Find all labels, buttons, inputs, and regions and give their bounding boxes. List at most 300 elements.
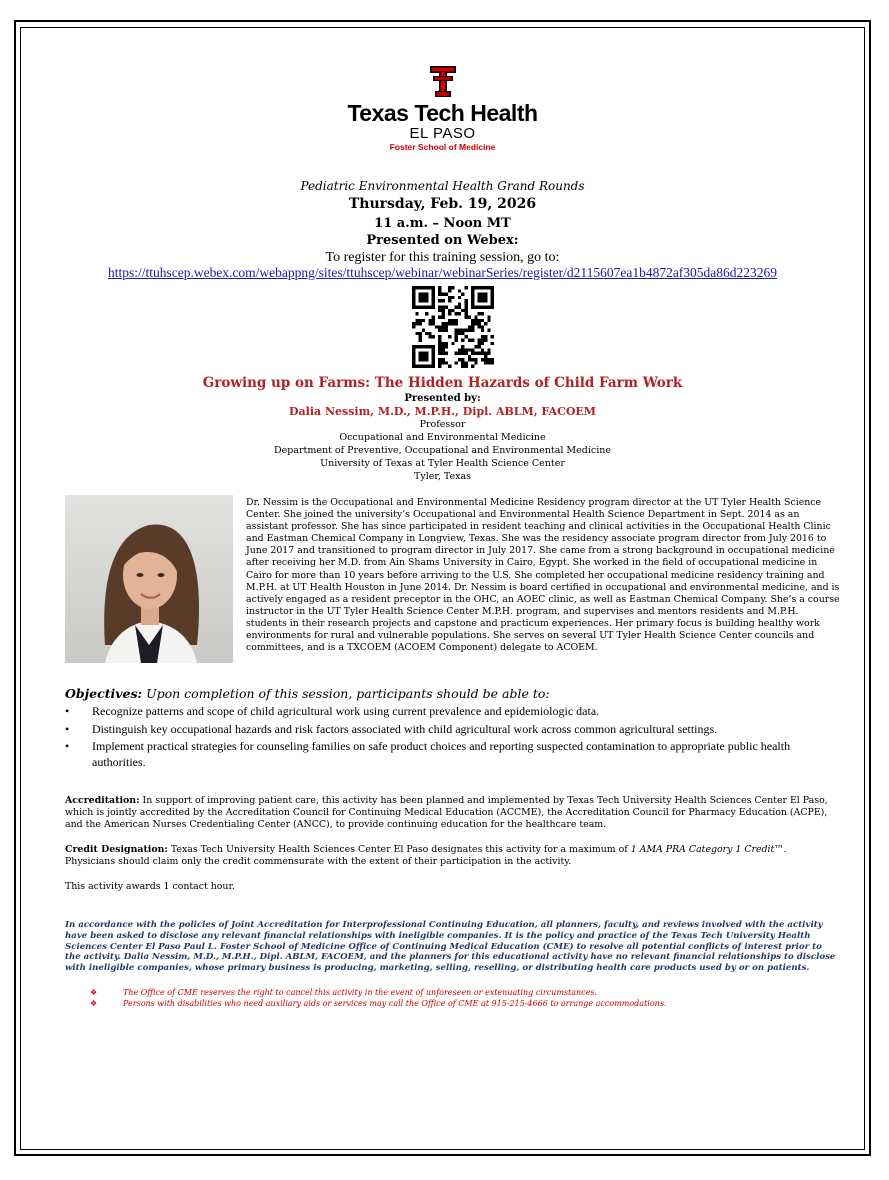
qr-module [412, 293, 415, 296]
qr-module [491, 302, 494, 305]
qr-module [422, 296, 425, 299]
qr-module [419, 319, 422, 322]
qr-module [461, 309, 464, 312]
qr-module [451, 322, 454, 325]
qr-module [461, 365, 464, 368]
qr-module [478, 322, 481, 325]
qr-module [438, 358, 441, 361]
qr-module [438, 352, 441, 355]
objectives-label: Objectives: [65, 686, 143, 701]
qr-module [415, 312, 418, 315]
qr-module [432, 299, 435, 302]
qr-module [484, 306, 487, 309]
qr-module [422, 329, 425, 332]
qr-module [478, 342, 481, 345]
qr-module [445, 352, 448, 355]
qr-module [448, 365, 451, 368]
objectives-heading [65, 686, 550, 701]
qr-module [415, 319, 418, 322]
qr-module [432, 322, 435, 325]
qr-module [458, 329, 461, 332]
qr-module [491, 299, 494, 302]
qr-module [428, 335, 431, 338]
qr-module [478, 286, 481, 289]
qr-module [422, 355, 425, 358]
qr-module [438, 316, 441, 319]
qr-module [425, 365, 428, 368]
qr-module [461, 361, 464, 364]
qr-module [455, 312, 458, 315]
affiliation-line: University of Texas at Tyler Health Science Center [320, 458, 565, 469]
qr-module [432, 319, 435, 322]
qr-module [419, 322, 422, 325]
objectives-intro: Upon completion of this session, participants should be able to: [146, 686, 550, 701]
double-t-logo-icon [430, 66, 456, 98]
qr-module [412, 348, 415, 351]
qr-module [468, 338, 471, 341]
qr-module [478, 345, 481, 348]
qr-module [468, 329, 471, 332]
qr-module [442, 352, 445, 355]
presented-by-label: Presented by: [404, 393, 481, 404]
qr-module [432, 335, 435, 338]
qr-module [464, 286, 467, 289]
qr-module [442, 345, 445, 348]
qr-module [448, 299, 451, 302]
qr-module [461, 293, 464, 296]
qr-module [471, 296, 474, 299]
qr-module [432, 358, 435, 361]
qr-module [481, 329, 484, 332]
qr-module [422, 358, 425, 361]
qr-module [425, 296, 428, 299]
qr-module [415, 286, 418, 289]
qr-module [419, 306, 422, 309]
qr-module [445, 325, 448, 328]
affiliation-line: Tyler, Texas [413, 471, 472, 482]
accreditation-statement [65, 795, 835, 832]
qr-module [468, 348, 471, 351]
qr-module [455, 335, 458, 338]
qr-module [438, 361, 441, 364]
qr-module [487, 316, 490, 319]
qr-module [464, 335, 467, 338]
qr-module [481, 293, 484, 296]
qr-module [471, 286, 474, 289]
qr-module [484, 352, 487, 355]
qr-module [468, 358, 471, 361]
affiliation-line: Occupational and Environmental Medicine [339, 432, 546, 443]
qr-module [471, 322, 474, 325]
qr-module [471, 352, 474, 355]
qr-module [412, 365, 415, 368]
qr-module [464, 309, 467, 312]
qr-module [491, 296, 494, 299]
qr-module [464, 302, 467, 305]
qr-module [442, 306, 445, 309]
qr-module [471, 306, 474, 309]
registration-link[interactable]: https://ttuhscep.webex.com/webappng/sites/ttuhscep/webinar/webinarSeries/register/d2115607ea1b4872af305da86d223269 [107, 265, 778, 280]
qr-module [448, 309, 451, 312]
qr-module [438, 309, 441, 312]
qr-module [425, 355, 428, 358]
speaker-bio: Dr. Nessim is the Occupational and Environmental Medicine Residency program director at the UT Tyler Health Science Center. She joined the university’s Occupational and Environmental Health Science Department in Sept. 2014 as an assistant professor. She has since participated in resident teaching and clinical activities in the Occupational Health Clinic and Eastman Chemical Company in Longview, Texas. She was the residency associate program director from July 2016 to June 2017 and transitioned to program director in July 2017. She came from a strong background in occupational medicine after receiving her M.D. from Ain Shams University in Cairo, Egypt. She worked in the field of occupational medicine in Cairo for more than 10 years before arriving to the U.S. She completed her occupational medicine residency training and M.P.H. at UT Health Houston in June 2014. Dr. Nessim is board certified in occupational and environmental medicine, and is actively engaged as a resident preceptor in the OHC, an AOEC clinic, as well as Eastman Chemical Company. She’s a course instructor in the UT Tyler Health Science Center M.P.H. program, and supervises and mentors residents and M.P.H. students in their research projects and capstone and practicum experiences. Her primary focus is building healthy work environments for rural and vulnerable populations. She serves on several UT Tyler Health Science Center councils and committees, and is a TXCOEM (ACOEM Component) delegate to ACOEM. [246, 497, 840, 654]
qr-module [481, 312, 484, 315]
register-text: To register for this training session, go to: [325, 250, 560, 265]
qr-module [478, 338, 481, 341]
qr-module [455, 306, 458, 309]
qr-module [468, 355, 471, 358]
qr-module [481, 296, 484, 299]
qr-module [484, 338, 487, 341]
speaker-name: Dalia Nessim, M.D., M.P.H., Dipl. ABLM, FACOEM [289, 405, 596, 418]
qr-module [458, 358, 461, 361]
disclosure-statement: In accordance with the policies of Joint Accreditation for Interprofessional Continuing Education, all planners, faculty, and reviews involved with the activity have been asked to disclose any relevant financial relationships with ineligible companies. It is the policy and practice of the Texas Tech University Health Sciences Center El Paso Paul L. Foster School of Medicine Office of Continuing Medical Education (CME) to resolve all potential conflicts of interest prior to the activity. Dalia Nessim, M.D., M.P.H., Dipl. ABLM, FACOEM, and the planners for this educational activity have no relevant financial relationships to disclose with ineligible companies, whose primary business is producing, marketing, selling, reselling, or distributing health care products used by or on patients. [65, 920, 836, 974]
qr-module [491, 289, 494, 292]
qr-module [481, 325, 484, 328]
qr-module [481, 335, 484, 338]
qr-module [438, 342, 441, 345]
qr-module [487, 286, 490, 289]
qr-module [464, 352, 467, 355]
qr-module [471, 325, 474, 328]
qr-module [474, 322, 477, 325]
qr-module [455, 361, 458, 364]
qr-module [455, 329, 458, 332]
qr-module [474, 319, 477, 322]
qr-module [425, 299, 428, 302]
qr-module [415, 322, 418, 325]
qr-module [422, 293, 425, 296]
accreditation-label: Accreditation: [65, 795, 140, 806]
qr-module [471, 289, 474, 292]
qr-module [412, 361, 415, 364]
qr-module [432, 345, 435, 348]
qr-module [464, 365, 467, 368]
qr-module [451, 319, 454, 322]
qr-module [419, 355, 422, 358]
qr-module [461, 345, 464, 348]
qr-module [484, 286, 487, 289]
qr-module [438, 286, 441, 289]
qr-module [422, 286, 425, 289]
qr-module [438, 345, 441, 348]
qr-module [428, 365, 431, 368]
objectives-list [65, 704, 835, 772]
qr-module [425, 358, 428, 361]
qr-module [438, 299, 441, 302]
event-platform: Presented on Webex: [366, 233, 519, 248]
qr-module [422, 306, 425, 309]
qr-module [412, 306, 415, 309]
qr-module [484, 358, 487, 361]
qr-module [445, 361, 448, 364]
qr-module [471, 302, 474, 305]
qr-module [438, 365, 441, 368]
qr-module [448, 312, 451, 315]
qr-module [425, 332, 428, 335]
qr-module [471, 293, 474, 296]
qr-module [428, 345, 431, 348]
qr-module [432, 348, 435, 351]
credit-text-before: Texas Tech University Health Sciences Center El Paso designates this activity for a maximum of [170, 844, 628, 855]
qr-module [419, 293, 422, 296]
qr-module [425, 293, 428, 296]
qr-module [445, 342, 448, 345]
qr-module [415, 345, 418, 348]
event-series: Pediatric Environmental Health Grand Rounds [300, 179, 585, 193]
qr-module [422, 365, 425, 368]
qr-module [471, 329, 474, 332]
qr-module [422, 345, 425, 348]
qr-module [487, 306, 490, 309]
qr-module [442, 361, 445, 364]
qr-module [442, 348, 445, 351]
qr-module [438, 335, 441, 338]
qr-module [491, 361, 494, 364]
qr-module [458, 306, 461, 309]
credit-text-after: Physicians should claim only the credit commensurate with the extent of their participation in the activity. [65, 856, 572, 868]
qr-module [474, 361, 477, 364]
qr-module [448, 335, 451, 338]
qr-module [432, 293, 435, 296]
qr-module [412, 352, 415, 355]
qr-module [422, 319, 425, 322]
qr-module [442, 322, 445, 325]
qr-module [458, 289, 461, 292]
credit-name: 1 AMA PRA Category 1 Credit™. [630, 844, 787, 855]
note-item: ❖ The Office of CME reserves the right to cancel this activity in the event of unforeseen or extenuating circumstances. [90, 987, 666, 998]
qr-module [491, 358, 494, 361]
qr-module [484, 296, 487, 299]
qr-module [484, 293, 487, 296]
qr-module [461, 358, 464, 361]
qr-module [478, 352, 481, 355]
qr-module [458, 352, 461, 355]
qr-module [412, 289, 415, 292]
talk-title: Growing up on Farms: The Hidden Hazards of Child Farm Work [202, 375, 683, 391]
qr-module [432, 306, 435, 309]
qr-module [471, 358, 474, 361]
qr-module [458, 332, 461, 335]
qr-module [448, 289, 451, 292]
qr-module [484, 355, 487, 358]
qr-module [438, 338, 441, 341]
qr-module [471, 348, 474, 351]
qr-module [432, 289, 435, 292]
qr-module [461, 332, 464, 335]
qr-module [461, 348, 464, 351]
qr-module [412, 302, 415, 305]
qr-module [455, 322, 458, 325]
qr-module [442, 312, 445, 315]
qr-module [478, 312, 481, 315]
qr-module [432, 355, 435, 358]
qr-module [442, 316, 445, 319]
affiliation-line: Department of Preventive, Occupational and Environmental Medicine [273, 445, 612, 456]
qr-module [432, 286, 435, 289]
qr-module [478, 299, 481, 302]
qr-module [419, 338, 422, 341]
qr-module [471, 338, 474, 341]
qr-module [455, 352, 458, 355]
qr-module [448, 286, 451, 289]
qr-module [415, 365, 418, 368]
qr-module [448, 319, 451, 322]
qr-module [428, 306, 431, 309]
qr-module [438, 329, 441, 332]
qr-module [412, 296, 415, 299]
qr-module [442, 342, 445, 345]
qr-module [438, 306, 441, 309]
qr-module [442, 329, 445, 332]
qr-module [481, 352, 484, 355]
qr-module [419, 335, 422, 338]
qr-module [432, 302, 435, 305]
qr-module [471, 319, 474, 322]
qr-module [412, 355, 415, 358]
qr-module [442, 293, 445, 296]
qr-module [442, 358, 445, 361]
qr-module [419, 358, 422, 361]
qr-module [455, 319, 458, 322]
qr-module [451, 286, 454, 289]
qr-module [481, 358, 484, 361]
qr-module [425, 352, 428, 355]
qr-module [428, 332, 431, 335]
logo-name: Texas Tech Health [347, 100, 538, 126]
qr-module [412, 325, 415, 328]
qr-module [432, 365, 435, 368]
qr-module [419, 286, 422, 289]
qr-module [422, 352, 425, 355]
qr-module [428, 319, 431, 322]
qr-module [458, 348, 461, 351]
credit-designation [65, 844, 835, 868]
qr-module [438, 289, 441, 292]
qr-module [484, 361, 487, 364]
qr-module [432, 296, 435, 299]
qr-module [445, 322, 448, 325]
qr-module [458, 296, 461, 299]
qr-module [481, 338, 484, 341]
qr-module [445, 345, 448, 348]
speaker-photo [65, 495, 233, 663]
qr-module [445, 329, 448, 332]
qr-module [461, 338, 464, 341]
qr-module [478, 293, 481, 296]
qr-module [425, 312, 428, 315]
event-time: 11 a.m. – Noon MT [374, 216, 511, 231]
logo-school: Foster School of Medicine [389, 142, 496, 152]
qr-module [451, 296, 454, 299]
qr-module [487, 358, 490, 361]
qr-module [487, 348, 490, 351]
qr-module [438, 348, 441, 351]
qr-module [487, 319, 490, 322]
qr-module [471, 299, 474, 302]
qr-module [428, 286, 431, 289]
qr-module [442, 309, 445, 312]
qr-module [425, 345, 428, 348]
qr-module [474, 358, 477, 361]
qr-module [474, 345, 477, 348]
objective-item: • Implement practical strategies for counseling families on safe product choices and reporting suspected contamination to appropriate public health authorities. [65, 739, 835, 770]
qr-module [432, 316, 435, 319]
qr-module [481, 299, 484, 302]
qr-module [412, 345, 415, 348]
qr-module [455, 332, 458, 335]
qr-module [464, 348, 467, 351]
qr-module [419, 332, 422, 335]
qr-module [451, 342, 454, 345]
qr-module [471, 365, 474, 368]
qr-module [491, 342, 494, 345]
qr-module [464, 361, 467, 364]
qr-module [432, 361, 435, 364]
qr-module [428, 322, 431, 325]
qr-module [487, 361, 490, 364]
qr-module [458, 302, 461, 305]
qr-module [448, 322, 451, 325]
qr-module [445, 293, 448, 296]
qr-module [438, 325, 441, 328]
qr-module [422, 299, 425, 302]
registration-qr-code[interactable] [412, 286, 494, 368]
qr-module [491, 286, 494, 289]
qr-module [442, 325, 445, 328]
qr-module [491, 306, 494, 309]
qr-module [491, 335, 494, 338]
qr-module [425, 306, 428, 309]
qr-module [412, 299, 415, 302]
qr-module [487, 329, 490, 332]
accreditation-text: In support of improving patient care, this activity has been planned and implemented by Texas Tech University Health Sciences Center El Paso, which is jointly accredited by the Accreditation Council for Continuing Medical Education (ACCME), the Accreditation Council for Pharmacy Education (ACPE), and the American Nurses Credentialing Center (ANCC), to provide continuing education for the healthcare team. [65, 795, 828, 831]
qr-module [448, 296, 451, 299]
qr-module [464, 299, 467, 302]
qr-module [474, 286, 477, 289]
qr-module [481, 319, 484, 322]
qr-module [464, 329, 467, 332]
qr-module [481, 286, 484, 289]
qr-module [468, 316, 471, 319]
qr-module [458, 312, 461, 315]
qr-module [419, 352, 422, 355]
qr-module [474, 316, 477, 319]
qr-module [491, 293, 494, 296]
qr-module [461, 329, 464, 332]
qr-module [474, 352, 477, 355]
qr-module [419, 296, 422, 299]
qr-module [461, 352, 464, 355]
qr-module [464, 306, 467, 309]
qr-module [425, 286, 428, 289]
qr-module [468, 325, 471, 328]
qr-module [445, 306, 448, 309]
qr-module [474, 306, 477, 309]
qr-module [415, 306, 418, 309]
qr-module [484, 299, 487, 302]
qr-module [478, 319, 481, 322]
notes-list [90, 987, 666, 1009]
qr-module [412, 358, 415, 361]
qr-module [419, 299, 422, 302]
qr-module [481, 306, 484, 309]
qr-module [442, 299, 445, 302]
qr-module [455, 338, 458, 341]
qr-module [464, 316, 467, 319]
qr-module [484, 322, 487, 325]
